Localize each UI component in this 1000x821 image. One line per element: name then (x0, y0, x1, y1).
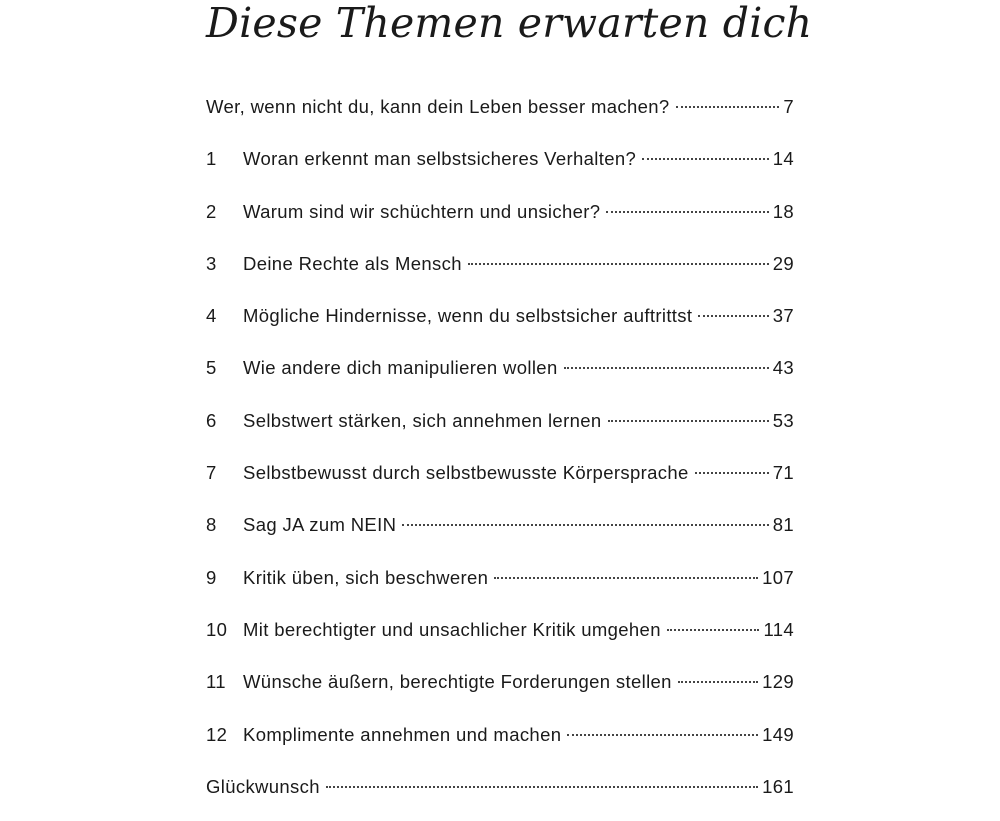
toc-entry-page: 14 (772, 148, 794, 170)
toc-entry-chapter-1[interactable] (206, 141, 794, 193)
toc-entry-label: Deine Rechte als Mensch (243, 252, 462, 274)
dot-leader (326, 786, 758, 788)
toc-entry-label: Selbstwert stärken, sich annehmen lernen (243, 409, 602, 431)
dot-leader (695, 472, 769, 474)
toc-entry-page: 161 (762, 775, 794, 797)
dot-leader (468, 263, 769, 265)
dot-leader (564, 367, 769, 369)
toc-entry-page: 129 (762, 671, 794, 693)
toc-entry-page: 29 (772, 252, 794, 274)
toc-entry-chapter-11[interactable] (206, 664, 794, 716)
toc-entry-page: 53 (772, 409, 794, 431)
toc-entry-page: 71 (772, 462, 794, 484)
toc-entry-label: Warum sind wir schüchtern und unsicher? (243, 200, 601, 222)
dot-leader (642, 158, 769, 160)
chapter-number: 12 (206, 723, 228, 745)
toc-entry-label: Glückwunsch (206, 775, 320, 797)
chapter-number: 6 (206, 409, 217, 431)
toc-entry-chapter-2[interactable] (206, 194, 794, 246)
dot-leader (676, 106, 780, 108)
table-of-contents (206, 89, 794, 821)
toc-entry-page: 107 (762, 566, 794, 588)
toc-entry-chapter-4[interactable] (206, 298, 794, 350)
toc-entry-intro[interactable] (206, 89, 794, 141)
toc-entry-label: Selbstbewusst durch selbstbewusste Körpersprache (243, 462, 689, 484)
toc-entry-page: 81 (772, 514, 794, 536)
dot-leader (567, 734, 758, 736)
toc-entry-page: 37 (772, 305, 794, 327)
dot-leader (678, 681, 758, 683)
toc-entry-label: Komplimente annehmen und machen (243, 723, 562, 745)
toc-entry-chapter-8[interactable] (206, 507, 794, 559)
toc-entry-page: 149 (762, 723, 794, 745)
chapter-number: 10 (206, 618, 228, 640)
dot-leader (608, 420, 769, 422)
dot-leader (402, 524, 768, 526)
toc-entry-label: Wie andere dich manipulieren wollen (243, 357, 558, 379)
toc-page (206, 0, 813, 800)
toc-entry-chapter-3[interactable] (206, 246, 794, 298)
chapter-number: 4 (206, 305, 217, 327)
chapter-number: 8 (206, 514, 217, 536)
chapter-number: 3 (206, 252, 217, 274)
dot-leader (606, 211, 768, 213)
chapter-number: 7 (206, 462, 217, 484)
chapter-number: 5 (206, 357, 217, 379)
toc-entry-chapter-6[interactable] (206, 403, 794, 455)
toc-entry-label: Mit berechtigter und unsachlicher Kritik umgehen (243, 618, 661, 640)
toc-entry-label: Woran erkennt man selbstsicheres Verhalten? (243, 148, 637, 170)
page-title: Diese Themen erwarten dich (206, 0, 813, 47)
toc-entry-chapter-10[interactable] (206, 612, 794, 664)
toc-entry-label: Wer, wenn nicht du, kann dein Leben besser machen? (206, 96, 670, 117)
toc-entry-page: 43 (772, 357, 794, 379)
toc-entry-chapter-9[interactable] (206, 560, 794, 612)
toc-entry-page: 7 (783, 96, 794, 117)
toc-entry-label: Kritik üben, sich beschweren (243, 566, 489, 588)
toc-entry-page: 114 (763, 618, 794, 640)
toc-entry-label: Wünsche äußern, berechtigte Forderungen stellen (243, 671, 672, 693)
dot-leader (667, 629, 760, 631)
dot-leader (494, 577, 758, 579)
toc-entry-chapter-12[interactable] (206, 717, 794, 769)
chapter-number: 9 (206, 566, 217, 588)
chapter-number: 2 (206, 200, 217, 222)
chapter-number: 11 (206, 671, 226, 693)
toc-entry-page: 18 (772, 200, 794, 222)
toc-entry-label: Sag JA zum NEIN (243, 514, 397, 536)
dot-leader (698, 315, 768, 317)
toc-entry-label: Mögliche Hindernisse, wenn du selbstsicher auftrittst (243, 305, 693, 327)
toc-entry-chapter-7[interactable] (206, 455, 794, 507)
toc-entry-outro[interactable] (206, 769, 794, 821)
chapter-number: 1 (206, 148, 217, 170)
toc-entry-chapter-5[interactable] (206, 350, 794, 402)
